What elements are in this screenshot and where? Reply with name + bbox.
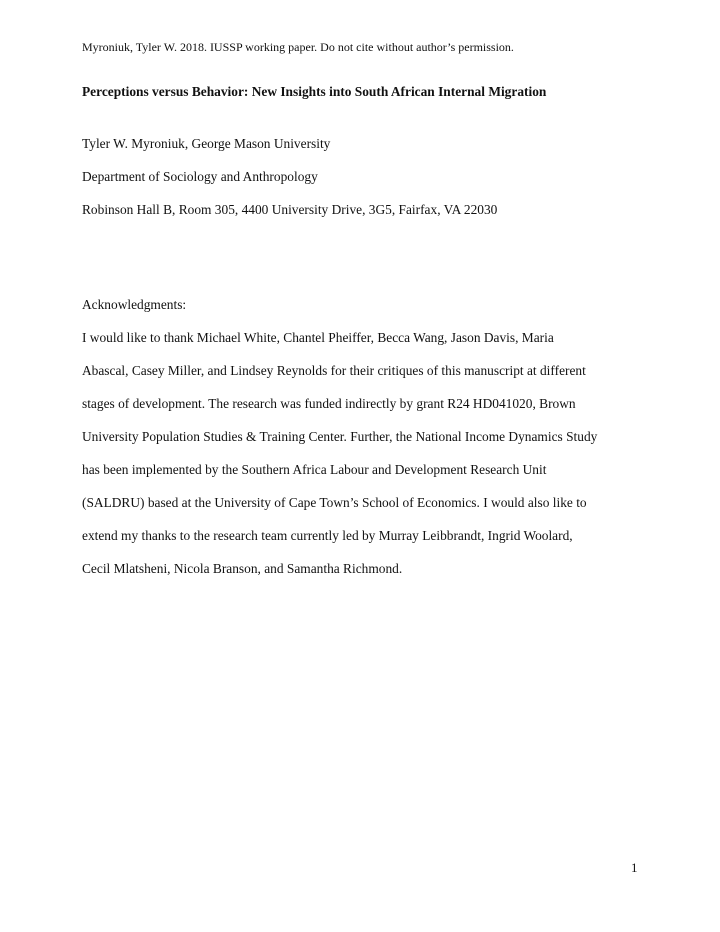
acknowledgments-line: extend my thanks to the research team currently led by Murray Leibbrandt, Ingrid Woolard,	[82, 528, 573, 543]
acknowledgments-heading: Acknowledgments:	[82, 297, 187, 312]
page-number: 1	[631, 860, 638, 875]
author-department: Department of Sociology and Anthropology	[82, 169, 318, 184]
author-address: Robinson Hall B, Room 305, 4400 University Drive, 3G5, Fairfax, VA 22030	[82, 202, 498, 217]
acknowledgments-line: University Population Studies & Training Center. Further, the National Income Dynamics Study	[82, 429, 598, 444]
author-affiliation: Tyler W. Myroniuk, George Mason University	[82, 136, 331, 151]
acknowledgments-line: Abascal, Casey Miller, and Lindsey Reynolds for their critiques of this manuscript at different	[82, 363, 586, 378]
acknowledgments-line: (SALDRU) based at the University of Cape Town’s School of Economics. I would also like to	[82, 495, 587, 510]
acknowledgments-line: Cecil Mlatsheni, Nicola Branson, and Samantha Richmond.	[82, 561, 403, 576]
acknowledgments-line: I would like to thank Michael White, Chantel Pheiffer, Becca Wang, Jason Davis, Maria	[82, 330, 554, 345]
acknowledgments-line: stages of development. The research was funded indirectly by grant R24 HD041020, Brown	[82, 396, 576, 411]
paper-title: Perceptions versus Behavior: New Insights into South African Internal Migration	[82, 84, 547, 99]
header-note: Myroniuk, Tyler W. 2018. IUSSP working paper. Do not cite without author’s permission.	[82, 40, 514, 54]
acknowledgments-line: has been implemented by the Southern Africa Labour and Development Research Unit	[82, 462, 547, 477]
